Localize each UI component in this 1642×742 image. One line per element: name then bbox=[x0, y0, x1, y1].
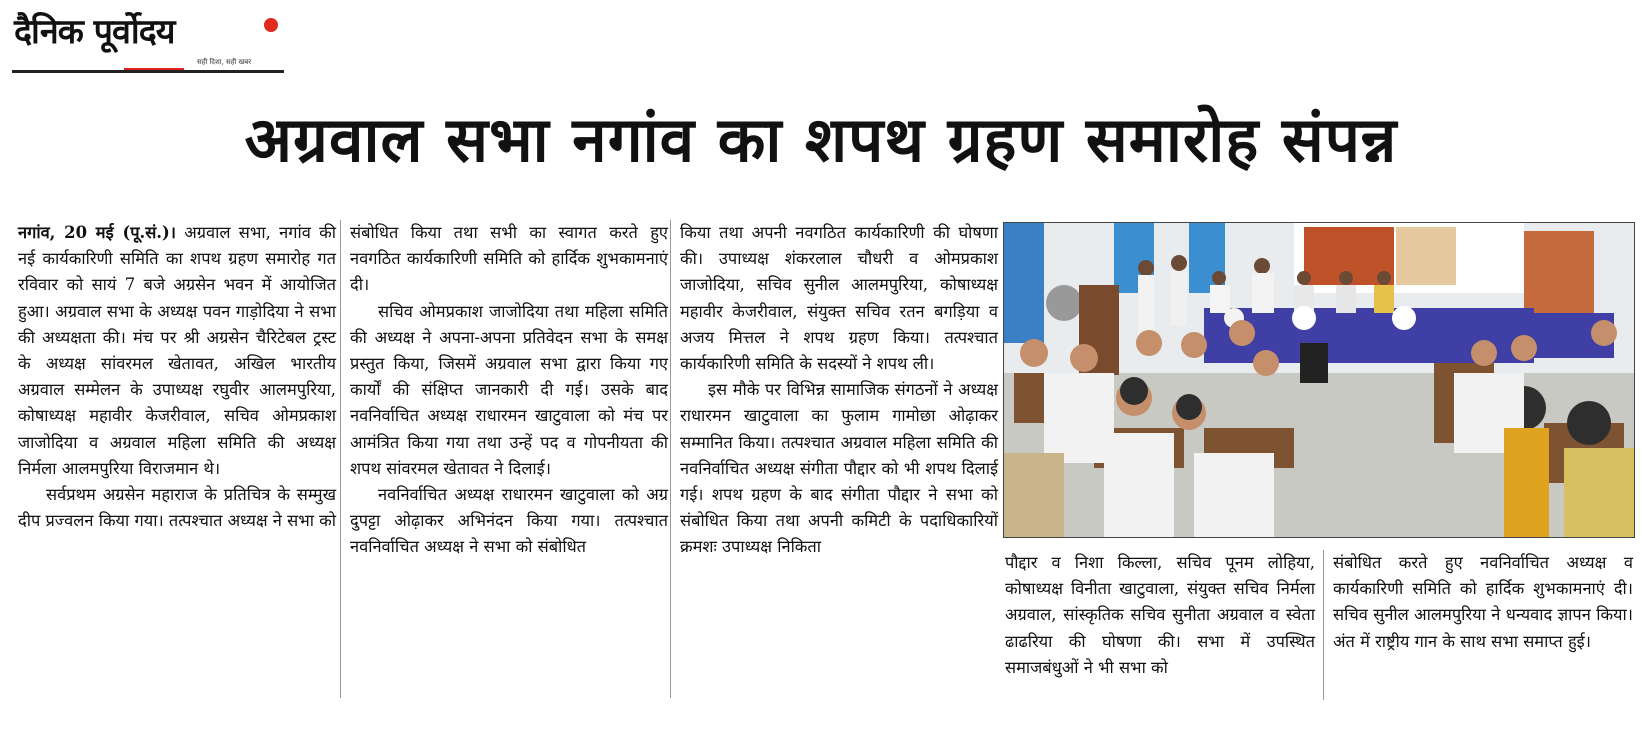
paragraph-text: अग्रवाल सभा, नगांव की नई कार्यकारिणी समिति का शपथ ग्रहण समारोह गत रविवार को सायं 7 बजे अग्रसेन भवन में आयोजित हुआ। अग्रवाल सभा के अध्यक्ष पवन गाड़ोदिया ने सभा की अध्यक्षता की। मंच पर श्री अग्रसेन चैरिटेबल ट्रस्ट के अध्यक्ष सांवरमल खेतावत, अखिल भारतीय अग्रवाल सम्मेलन के उपाध्यक्ष रघुवीर आलमपुरिया, कोषाध्यक्ष महावीर केजरीवाल, सचिव ओमप्रकाश जाजोदिया व अग्रवाल महिला समिति की अध्यक्ष निर्मला आलमपुरिया विराजमान थे। bbox=[18, 223, 336, 478]
article-paragraph: किया तथा अपनी नवगठित कार्यकारिणी की घोषणा की। उपाध्यक्ष शंकरलाल चौधरी व ओमप्रकाश जाजोदिया, सचिव सुनील आलमपुरिया, कोषाध्यक्ष महावीर केजरीवाल, संयुक्त सचिव रतन बगड़िया व अजय मित्तल ने शपथ ग्रहण किया। तत्पश्चात कार्यकारिणी समिति के सदस्यों ने शपथ ली। bbox=[680, 223, 998, 374]
article-column-1 bbox=[18, 220, 336, 534]
article-headline: अग्रवाल सभा नगांव का शपथ ग्रहण समारोह संपन्न bbox=[244, 103, 1398, 176]
masthead-tagline: सही दिशा, सही खबर bbox=[197, 58, 252, 66]
article-column-4 bbox=[1005, 550, 1315, 681]
column-divider bbox=[340, 220, 341, 698]
masthead-title: दैनिक पूर्वोदय bbox=[14, 12, 175, 52]
masthead-rule bbox=[12, 70, 284, 73]
article-paragraph: सचिव ओमप्रकाश जाजोदिया तथा महिला समिति की अध्यक्ष ने अपना-अपना प्रतिवेदन सभा के समक्ष प्रस्तुत किया, जिसमें अग्रवाल सभा द्वारा किया गए कार्यों की संक्षिप्त जानकारी दी गई। उसके बाद नवनिर्वाचित अध्यक्ष राधारमन खाटुवाला को मंच पर आमंत्रित किया गया तथा उन्हें पद व गोपनीयता की शपथ सांवरमल खेतावत ने दिलाई। bbox=[350, 301, 668, 478]
event-photo-icon bbox=[1004, 223, 1635, 538]
article-paragraph: संबोधित किया तथा सभी का स्वागत करते हुए नवगठित कार्यकारिणी समिति को हार्दिक शुभकामनाएं दी। bbox=[350, 223, 668, 295]
column-divider bbox=[670, 220, 671, 698]
article-column-3 bbox=[680, 220, 998, 561]
column-divider bbox=[1323, 550, 1324, 700]
dateline: नगांव, 20 मई (पू.सं.)। bbox=[18, 223, 176, 242]
article-paragraph: सर्वप्रथम अग्रसेन महाराज के प्रतिचित्र के सम्मुख दीप प्रज्वलन किया गया। तत्पश्चात अध्यक्ष ने सभा को bbox=[18, 485, 337, 531]
article-paragraph: नवनिर्वाचित अध्यक्ष राधारमन खाटुवाला को अग्र दुपट्टा ओढ़ाकर अभिनंदन किया गया। तत्पश्चात नवनिर्वाचित अध्यक्ष ने सभा को संबोधित bbox=[350, 485, 668, 557]
article-paragraph bbox=[18, 220, 336, 482]
article-paragraph: इस मौके पर विभिन्न सामाजिक संगठनों ने अध्यक्ष राधारमन खाटुवाला का फुलाम गामोछा ओढ़ाकर सम्मानित किया। तत्पश्चात अग्रवाल महिला समिति की नवनिर्वाचित अध्यक्ष संगीता पौद्दार को भी शपथ दिलाई गई। शपथ ग्रहण के बाद संगीता पौद्दार ने सभा को संबोधित किया तथा अपनी कमिटी के पदाधिकारियों क्रमशः उपाध्यक्ष निकिता bbox=[680, 380, 998, 557]
article-column-5 bbox=[1333, 550, 1633, 655]
event-photo bbox=[1003, 222, 1635, 538]
article-paragraph: संबोधित करते हुए नवनिर्वाचित अध्यक्ष व कार्यकारिणी समिति को हार्दिक शुभकामनाएं दी। सचिव सुनील आलमपुरिया ने धन्यवाद ज्ञापन किया। अंत में राष्ट्रीय गान के साथ सभा समाप्त हुई। bbox=[1333, 553, 1633, 651]
article-column-2 bbox=[350, 220, 668, 561]
masthead-logo-dot-icon bbox=[264, 18, 278, 32]
masthead bbox=[12, 8, 284, 76]
article-paragraph: पौद्दार व निशा किल्ला, सचिव पूनम लोहिया, कोषाध्यक्ष विनीता खाटुवाला, संयुक्त सचिव निर्मला अग्रवाल, सांस्कृतिक सचिव सुनीता अग्रवाल व स्वेता ढाढरिया की घोषणा की। सभा में उपस्थित समाजबंधुओं ने भी सभा को bbox=[1005, 553, 1315, 677]
